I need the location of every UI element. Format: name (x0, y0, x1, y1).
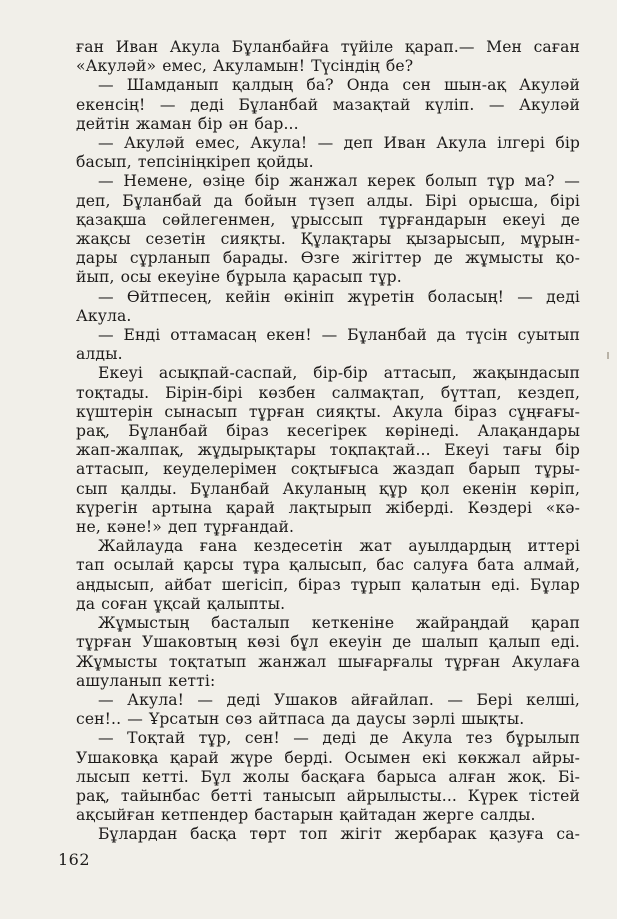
text-line: рақ, Бұланбай біраз кесегірек көрінеді. Алақандары (76, 422, 580, 441)
text-line: «Акуләй» емес, Акуламын! Түсіндің бе? (76, 57, 414, 76)
text-line: тұрған Ушаковтың көзі бұл екеуін де шалып қалып еді. (76, 633, 580, 652)
text-line: Жайлауда ғана кездесетін жат ауылдардың иттері (98, 537, 580, 556)
text-line: Жұмыстың басталып кеткеніне жайраңдай қарап (98, 614, 580, 633)
paper-speck (607, 352, 609, 359)
text-line: тап осылай қарсы тұра қалысып, бас салуға бата алмай, (76, 556, 580, 575)
text-line: Акула. (76, 306, 132, 325)
text-line: — Акула! — деді Ушаков айғайлап. — Бері келші, (98, 690, 580, 709)
text-line: жап-жалпақ, жұдырықтары тоқпақтай... Екеуі тағы бір (76, 441, 580, 460)
text-line: тоқтады. Бірін-бірі көзбен салмақтап, бүттап, кездеп, (76, 383, 580, 402)
text-line: аңдысып, айбат шегісіп, біраз тұрып қалатын еді. Бұлар (76, 575, 580, 594)
text-line: сен!.. — Ұрсатын сөз айтпаса да даусы зәрлі шықты. (76, 710, 525, 729)
text-line: Бұлардан басқа төрт топ жігіт жербарак қазуға са- (98, 825, 580, 844)
text-line: не, кәне!» деп тұрғандай. (76, 518, 295, 537)
text-line: ақсыйған кетпендер бастарын қайтадан жерге салды. (76, 806, 536, 825)
text-line: күштерін сынасып тұрған сияқты. Акула біраз сұңғағы- (76, 402, 580, 421)
page-number: 162 (58, 850, 91, 869)
text-line: күрегін артына қарай лақтырып жіберді. Көздері «кә- (76, 498, 580, 517)
text-line: екенсің! — деді Бұланбай мазақтай күліп. — Акуләй (76, 95, 580, 114)
text-line: Ушаковқа қарай жүре берді. Осымен екі көкжал айры- (76, 748, 580, 767)
text-line: Екеуі асықпай-саспай, бір-бір аттасып, жақындасып (98, 364, 580, 383)
text-line: да соған ұқсай қалыпты. (76, 594, 286, 613)
text-line: деп, Бұланбай да бойын түзеп алды. Бірі орысша, бірі (76, 191, 580, 210)
text-line: сып қалды. Бұланбай Акуланың құр қол екенін көріп, (76, 479, 580, 498)
text-line: ған Иван Акула Бұланбайға түйіле қарап.— Мен саған (76, 38, 580, 56)
page-text (76, 38, 580, 845)
text-line: дары сұрланып барады. Өзге жігіттер де жұмысты қо- (76, 249, 580, 268)
text-line: басып, тепсініңкіреп қойды. (76, 153, 314, 172)
text-line: лысып кетті. Бұл жолы басқаға барыса алған жоқ. Бі- (76, 767, 580, 786)
text-line: Жұмысты тоқтатып жанжал шығарғалы тұрған Акулаға (76, 652, 580, 671)
text-line: аттасып, кеуделерімен соқтығыса жаздап барып тұры- (76, 460, 580, 479)
text-line: — Немене, өзіңе бір жанжал керек болып тұр ма? — (98, 172, 580, 191)
text-paragraphs (76, 38, 580, 845)
text-line: ашуланып кетті: (76, 671, 216, 690)
text-line: жақсы сезетін сияқты. Құлақтары қызарысып, мұрын- (76, 230, 580, 249)
text-line: — Акуләй емес, Акула! — деп Иван Акула ілгері бір (98, 134, 580, 153)
text-line: дейтін жаман бір ән бар... (76, 114, 299, 133)
text-line: рақ, тайынбас бетті танысып айрылысты... Күрек тістей (76, 786, 580, 805)
text-line: — Өйтпесең, кейін өкініп жүретін боласың! — деді (98, 287, 580, 306)
text-line: — Енді оттамасаң екен! — Бұланбай да түсін суытып (98, 326, 580, 345)
text-line: қазақша сөйлегенмен, ұрыссып тұрғандарын екеуі де (76, 210, 580, 229)
text-line: алды. (76, 345, 123, 364)
text-line: — Тоқтай тұр, сен! — деді де Акула тез бұрылып (98, 729, 580, 748)
text-line: йып, осы екеуіне бұрыла қарасып тұр. (76, 268, 402, 287)
text-line: — Шамданып қалдың ба? Онда сен шын-ақ Акуләй (98, 76, 580, 95)
